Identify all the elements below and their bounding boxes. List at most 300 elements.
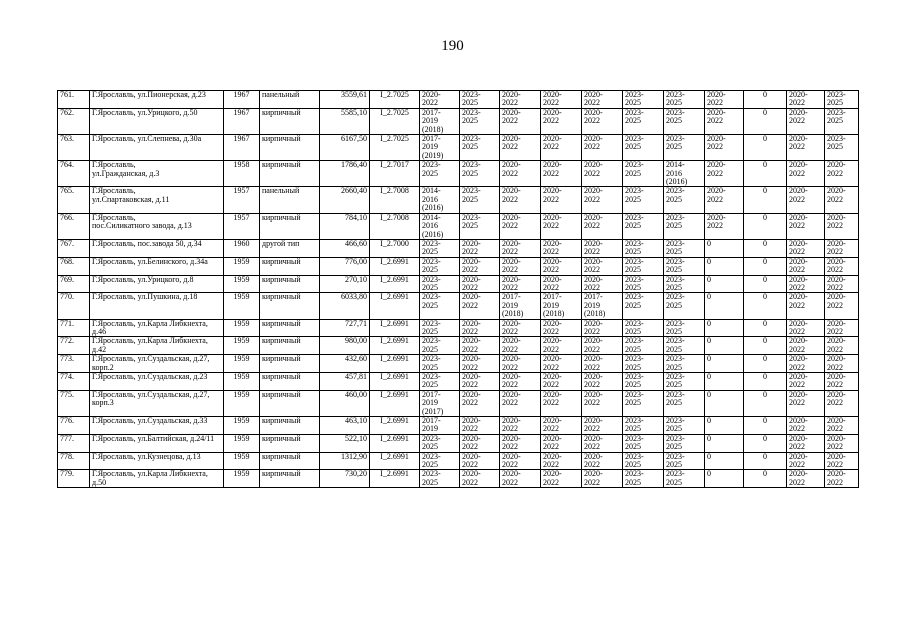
cell-term-11: 2020- 2022 <box>825 161 859 187</box>
cell-term-11: 2020- 2022 <box>825 257 859 275</box>
cell-code: I_2.6991 <box>370 470 420 488</box>
cell-term-6: 2023- 2025 <box>623 275 664 293</box>
cell-term-10: 2020- 2022 <box>787 161 825 187</box>
cell-term-11: 2020- 2022 <box>825 355 859 373</box>
cell-term-10: 2020- 2022 <box>787 337 825 355</box>
cell-term-2: 2020- 2022 <box>460 293 500 319</box>
cell-term-6: 2023- 2025 <box>623 135 664 161</box>
cell-wall-material: кирпичный <box>260 257 320 275</box>
cell-address: Г.Ярославль, ул.Карла Либкнехта, д.50 <box>90 470 224 488</box>
cell-term-9: 0 <box>744 293 787 319</box>
cell-code: I_2.6991 <box>370 257 420 275</box>
cell-term-5: 2020- 2022 <box>582 135 623 161</box>
cell-code: I_2.7025 <box>370 108 420 134</box>
table-row <box>58 337 859 355</box>
cell-term-2: 2023- 2025 <box>460 91 500 109</box>
cell-term-10: 2020- 2022 <box>787 275 825 293</box>
cell-address: Г.Ярославль, ул.Суздальская, д.27, корп.3 <box>90 390 224 416</box>
cell-term-8: 0 <box>705 337 744 355</box>
cell-term-5: 2017- 2019 (2018) <box>582 293 623 319</box>
cell-term-10: 2020- 2022 <box>787 319 825 337</box>
cell-term-2: 2020- 2022 <box>460 373 500 391</box>
cell-term-5: 2020- 2022 <box>582 187 623 213</box>
cell-wall-material: кирпичный <box>260 213 320 239</box>
cell-wall-material: кирпичный <box>260 390 320 416</box>
cell-term-8: 0 <box>705 319 744 337</box>
cell-term-5: 2020- 2022 <box>582 213 623 239</box>
cell-term-1: 2014- 2016 (2016) <box>420 187 460 213</box>
table-row <box>58 293 859 319</box>
cell-term-2: 2020- 2022 <box>460 355 500 373</box>
cell-term-6: 2023- 2025 <box>623 319 664 337</box>
cell-term-1: 2023- 2025 <box>420 373 460 391</box>
cell-year-built: 1959 <box>224 470 260 488</box>
cell-wall-material: кирпичный <box>260 293 320 319</box>
cell-term-5: 2020- 2022 <box>582 108 623 134</box>
cell-address: Г.Ярославль, ул.Кузнецова, д.13 <box>90 452 224 470</box>
cell-term-4: 2020- 2022 <box>541 373 582 391</box>
cell-term-2: 2023- 2025 <box>460 213 500 239</box>
cell-term-9: 0 <box>744 373 787 391</box>
cell-term-9: 0 <box>744 187 787 213</box>
cell-term-1: 2023- 2025 <box>420 337 460 355</box>
cell-address: Г.Ярославль, ул.Карла Либкнехта, д.46 <box>90 319 224 337</box>
cell-year-built: 1959 <box>224 417 260 435</box>
cell-term-10: 2020- 2022 <box>787 355 825 373</box>
cell-term-11: 2020- 2022 <box>825 319 859 337</box>
cell-code: I_2.7025 <box>370 91 420 109</box>
cell-term-1: 2023- 2025 <box>420 257 460 275</box>
cell-code: I_2.6991 <box>370 293 420 319</box>
cell-area: 3559,61 <box>320 91 370 109</box>
cell-area: 1312,90 <box>320 452 370 470</box>
cell-term-1: 2017- 2019 (2017) <box>420 390 460 416</box>
cell-term-10: 2020- 2022 <box>787 434 825 452</box>
cell-row-number: 770. <box>58 293 90 319</box>
cell-area: 457,81 <box>320 373 370 391</box>
cell-area: 432,60 <box>320 355 370 373</box>
cell-term-10: 2020- 2022 <box>787 91 825 109</box>
cell-row-number: 761. <box>58 91 90 109</box>
cell-term-10: 2020- 2022 <box>787 417 825 435</box>
cell-term-7: 2023- 2025 <box>664 187 705 213</box>
cell-address: Г.Ярославль, ул.Суздальская, д.23 <box>90 373 224 391</box>
table-row <box>58 161 859 187</box>
cell-term-10: 2020- 2022 <box>787 239 825 257</box>
cell-row-number: 775. <box>58 390 90 416</box>
cell-code: I_2.7000 <box>370 239 420 257</box>
cell-term-6: 2023- 2025 <box>623 390 664 416</box>
cell-wall-material: кирпичный <box>260 452 320 470</box>
cell-term-2: 2023- 2025 <box>460 135 500 161</box>
cell-term-11: 2020- 2022 <box>825 187 859 213</box>
table-row <box>58 355 859 373</box>
cell-code: I_2.6991 <box>370 275 420 293</box>
cell-term-6: 2023- 2025 <box>623 373 664 391</box>
table-row <box>58 470 859 488</box>
cell-row-number: 779. <box>58 470 90 488</box>
cell-term-11: 2023- 2025 <box>825 135 859 161</box>
page-number: 190 <box>441 38 464 54</box>
cell-term-9: 0 <box>744 319 787 337</box>
cell-year-built: 1959 <box>224 337 260 355</box>
cell-term-5: 2020- 2022 <box>582 373 623 391</box>
cell-term-6: 2023- 2025 <box>623 108 664 134</box>
cell-term-7: 2014- 2016 (2016) <box>664 161 705 187</box>
cell-term-1: 2017- 2019 (2018) <box>420 108 460 134</box>
table-row <box>58 135 859 161</box>
cell-wall-material: кирпичный <box>260 275 320 293</box>
cell-term-5: 2020- 2022 <box>582 319 623 337</box>
cell-term-6: 2023- 2025 <box>623 434 664 452</box>
cell-address: Г.Ярославль, ул.Пионерская, д.23 <box>90 91 224 109</box>
cell-row-number: 772. <box>58 337 90 355</box>
cell-area: 784,10 <box>320 213 370 239</box>
cell-term-11: 2020- 2022 <box>825 452 859 470</box>
cell-term-3: 2020- 2022 <box>500 470 541 488</box>
table-row <box>58 91 859 109</box>
cell-area: 270,10 <box>320 275 370 293</box>
cell-area: 6033,80 <box>320 293 370 319</box>
cell-year-built: 1960 <box>224 239 260 257</box>
cell-term-9: 0 <box>744 257 787 275</box>
cell-code: I_2.7017 <box>370 161 420 187</box>
cell-term-7: 2023- 2025 <box>664 239 705 257</box>
cell-term-10: 2020- 2022 <box>787 470 825 488</box>
cell-term-3: 2020- 2022 <box>500 135 541 161</box>
cell-term-3: 2020- 2022 <box>500 257 541 275</box>
cell-term-7: 2023- 2025 <box>664 355 705 373</box>
cell-term-11: 2020- 2022 <box>825 390 859 416</box>
cell-term-6: 2023- 2025 <box>623 257 664 275</box>
cell-term-5: 2020- 2022 <box>582 417 623 435</box>
cell-term-9: 0 <box>744 355 787 373</box>
cell-term-8: 2020- 2022 <box>705 135 744 161</box>
cell-term-6: 2023- 2025 <box>623 187 664 213</box>
cell-code: I_2.6991 <box>370 373 420 391</box>
cell-row-number: 776. <box>58 417 90 435</box>
cell-wall-material: кирпичный <box>260 373 320 391</box>
cell-term-3: 2020- 2022 <box>500 452 541 470</box>
cell-year-built: 1959 <box>224 373 260 391</box>
cell-term-1: 2023- 2025 <box>420 239 460 257</box>
cell-wall-material: другой тип <box>260 239 320 257</box>
cell-term-9: 0 <box>744 135 787 161</box>
cell-term-3: 2020- 2022 <box>500 355 541 373</box>
cell-term-1: 2023- 2025 <box>420 452 460 470</box>
housing-table <box>57 90 859 488</box>
cell-term-10: 2020- 2022 <box>787 135 825 161</box>
cell-address: Г.Ярославль, ул.Суздальская, д.33 <box>90 417 224 435</box>
cell-code: I_2.7008 <box>370 187 420 213</box>
cell-wall-material: кирпичный <box>260 434 320 452</box>
cell-row-number: 768. <box>58 257 90 275</box>
cell-term-5: 2020- 2022 <box>582 434 623 452</box>
cell-term-4: 2020- 2022 <box>541 187 582 213</box>
cell-row-number: 777. <box>58 434 90 452</box>
cell-code: I_2.6991 <box>370 319 420 337</box>
cell-term-7: 2023- 2025 <box>664 108 705 134</box>
cell-code: I_2.7008 <box>370 213 420 239</box>
cell-year-built: 1967 <box>224 135 260 161</box>
cell-term-3: 2020- 2022 <box>500 319 541 337</box>
cell-term-7: 2023- 2025 <box>664 91 705 109</box>
cell-term-2: 2020- 2022 <box>460 452 500 470</box>
cell-area: 1786,40 <box>320 161 370 187</box>
cell-term-7: 2023- 2025 <box>664 390 705 416</box>
cell-term-3: 2020- 2022 <box>500 239 541 257</box>
table-row <box>58 108 859 134</box>
cell-term-3: 2020- 2022 <box>500 108 541 134</box>
cell-term-10: 2020- 2022 <box>787 293 825 319</box>
cell-term-11: 2020- 2022 <box>825 434 859 452</box>
cell-term-3: 2020- 2022 <box>500 213 541 239</box>
cell-term-5: 2020- 2022 <box>582 257 623 275</box>
cell-term-9: 0 <box>744 434 787 452</box>
cell-term-5: 2020- 2022 <box>582 275 623 293</box>
cell-term-8: 0 <box>705 452 744 470</box>
cell-term-2: 2020- 2022 <box>460 390 500 416</box>
cell-term-5: 2020- 2022 <box>582 91 623 109</box>
cell-term-8: 0 <box>705 257 744 275</box>
table-row <box>58 213 859 239</box>
cell-term-4: 2020- 2022 <box>541 108 582 134</box>
cell-term-8: 0 <box>705 434 744 452</box>
cell-year-built: 1959 <box>224 355 260 373</box>
cell-term-6: 2023- 2025 <box>623 293 664 319</box>
cell-address: Г.Ярославль, ул.Карла Либкнехта, д.42 <box>90 337 224 355</box>
table-row <box>58 390 859 416</box>
cell-term-6: 2023- 2025 <box>623 161 664 187</box>
cell-term-1: 2023- 2025 <box>420 161 460 187</box>
cell-term-4: 2020- 2022 <box>541 257 582 275</box>
cell-term-9: 0 <box>744 275 787 293</box>
cell-year-built: 1959 <box>224 293 260 319</box>
cell-term-6: 2023- 2025 <box>623 239 664 257</box>
cell-term-6: 2023- 2025 <box>623 470 664 488</box>
cell-code: I_2.6991 <box>370 337 420 355</box>
cell-area: 460,00 <box>320 390 370 416</box>
cell-row-number: 764. <box>58 161 90 187</box>
cell-term-4: 2020- 2022 <box>541 417 582 435</box>
cell-area: 522,10 <box>320 434 370 452</box>
cell-term-2: 2020- 2022 <box>460 417 500 435</box>
cell-term-3: 2017- 2019 (2018) <box>500 293 541 319</box>
cell-term-2: 2023- 2025 <box>460 187 500 213</box>
cell-area: 466,60 <box>320 239 370 257</box>
cell-term-9: 0 <box>744 239 787 257</box>
cell-wall-material: кирпичный <box>260 319 320 337</box>
cell-year-built: 1959 <box>224 434 260 452</box>
cell-term-7: 2023- 2025 <box>664 470 705 488</box>
cell-term-4: 2020- 2022 <box>541 319 582 337</box>
cell-term-7: 2023- 2025 <box>664 293 705 319</box>
cell-wall-material: панельный <box>260 91 320 109</box>
cell-term-5: 2020- 2022 <box>582 390 623 416</box>
cell-code: I_2.6991 <box>370 355 420 373</box>
cell-term-11: 2023- 2025 <box>825 91 859 109</box>
cell-term-2: 2020- 2022 <box>460 319 500 337</box>
cell-term-7: 2023- 2025 <box>664 213 705 239</box>
table-row <box>58 275 859 293</box>
cell-term-3: 2020- 2022 <box>500 434 541 452</box>
cell-term-11: 2020- 2022 <box>825 470 859 488</box>
cell-term-7: 2023- 2025 <box>664 434 705 452</box>
cell-term-4: 2020- 2022 <box>541 135 582 161</box>
cell-term-10: 2020- 2022 <box>787 257 825 275</box>
cell-year-built: 1959 <box>224 319 260 337</box>
cell-row-number: 774. <box>58 373 90 391</box>
cell-term-1: 2023- 2025 <box>420 470 460 488</box>
cell-term-6: 2023- 2025 <box>623 417 664 435</box>
cell-area: 727,71 <box>320 319 370 337</box>
table-row <box>58 187 859 213</box>
cell-term-10: 2020- 2022 <box>787 390 825 416</box>
cell-term-6: 2023- 2025 <box>623 91 664 109</box>
cell-term-4: 2020- 2022 <box>541 239 582 257</box>
cell-term-11: 2023- 2025 <box>825 108 859 134</box>
cell-term-2: 2023- 2025 <box>460 161 500 187</box>
cell-address: Г.Ярославль, ул.Балтийская, д.24/11 <box>90 434 224 452</box>
table-row <box>58 452 859 470</box>
cell-term-5: 2020- 2022 <box>582 161 623 187</box>
cell-term-1: 2017- 2019 (2019) <box>420 135 460 161</box>
cell-term-5: 2020- 2022 <box>582 337 623 355</box>
cell-term-1: 2023- 2025 <box>420 355 460 373</box>
cell-term-3: 2020- 2022 <box>500 91 541 109</box>
cell-term-4: 2020- 2022 <box>541 452 582 470</box>
cell-code: I_2.6991 <box>370 390 420 416</box>
cell-term-3: 2020- 2022 <box>500 187 541 213</box>
table-row <box>58 257 859 275</box>
cell-term-4: 2020- 2022 <box>541 390 582 416</box>
cell-term-8: 0 <box>705 417 744 435</box>
cell-term-7: 2023- 2025 <box>664 452 705 470</box>
cell-term-2: 2020- 2022 <box>460 257 500 275</box>
cell-term-8: 2020- 2022 <box>705 108 744 134</box>
cell-year-built: 1959 <box>224 275 260 293</box>
cell-term-10: 2020- 2022 <box>787 373 825 391</box>
cell-area: 6167,50 <box>320 135 370 161</box>
cell-term-1: 2014- 2016 (2016) <box>420 213 460 239</box>
cell-address: Г.Ярославль, ул.Урицкого, д.8 <box>90 275 224 293</box>
cell-term-6: 2023- 2025 <box>623 213 664 239</box>
cell-term-8: 2020- 2022 <box>705 161 744 187</box>
cell-term-7: 2023- 2025 <box>664 319 705 337</box>
cell-code: I_2.6991 <box>370 434 420 452</box>
cell-year-built: 1959 <box>224 452 260 470</box>
cell-area: 980,00 <box>320 337 370 355</box>
cell-area: 730,20 <box>320 470 370 488</box>
cell-term-4: 2020- 2022 <box>541 470 582 488</box>
cell-term-6: 2023- 2025 <box>623 355 664 373</box>
cell-term-1: 2020- 2022 <box>420 91 460 109</box>
cell-year-built: 1958 <box>224 161 260 187</box>
cell-address: Г.Ярославль, ул.Слепнева, д.30а <box>90 135 224 161</box>
cell-term-1: 2017- 2019 <box>420 417 460 435</box>
cell-term-2: 2020- 2022 <box>460 434 500 452</box>
cell-wall-material: кирпичный <box>260 337 320 355</box>
cell-address: Г.Ярославль, ул.Гражданская, д.3 <box>90 161 224 187</box>
cell-term-1: 2023- 2025 <box>420 319 460 337</box>
cell-year-built: 1957 <box>224 213 260 239</box>
cell-term-8: 0 <box>705 293 744 319</box>
cell-term-9: 0 <box>744 470 787 488</box>
cell-year-built: 1967 <box>224 108 260 134</box>
cell-row-number: 765. <box>58 187 90 213</box>
cell-wall-material: кирпичный <box>260 417 320 435</box>
cell-term-10: 2020- 2022 <box>787 452 825 470</box>
cell-year-built: 1957 <box>224 187 260 213</box>
cell-term-7: 2023- 2025 <box>664 275 705 293</box>
cell-term-6: 2023- 2025 <box>623 452 664 470</box>
cell-term-8: 2020- 2022 <box>705 213 744 239</box>
cell-term-8: 0 <box>705 239 744 257</box>
cell-row-number: 773. <box>58 355 90 373</box>
cell-wall-material: кирпичный <box>260 135 320 161</box>
cell-term-11: 2020- 2022 <box>825 275 859 293</box>
cell-term-4: 2020- 2022 <box>541 213 582 239</box>
cell-term-10: 2020- 2022 <box>787 108 825 134</box>
cell-term-3: 2020- 2022 <box>500 417 541 435</box>
cell-term-8: 2020- 2022 <box>705 91 744 109</box>
cell-term-9: 0 <box>744 161 787 187</box>
cell-term-9: 0 <box>744 108 787 134</box>
cell-term-5: 2020- 2022 <box>582 470 623 488</box>
cell-term-5: 2020- 2022 <box>582 239 623 257</box>
table-body <box>58 91 859 488</box>
cell-term-11: 2020- 2022 <box>825 417 859 435</box>
cell-term-4: 2020- 2022 <box>541 337 582 355</box>
cell-term-9: 0 <box>744 213 787 239</box>
cell-row-number: 771. <box>58 319 90 337</box>
cell-term-7: 2023- 2025 <box>664 373 705 391</box>
cell-address: Г.Ярославль, ул.Суздальская, д.27, корп.2 <box>90 355 224 373</box>
cell-term-2: 2023- 2025 <box>460 108 500 134</box>
cell-term-8: 0 <box>705 355 744 373</box>
cell-term-5: 2020- 2022 <box>582 452 623 470</box>
cell-address: Г.Ярославль, ул.Пушкина, д.18 <box>90 293 224 319</box>
cell-term-3: 2020- 2022 <box>500 373 541 391</box>
cell-term-11: 2020- 2022 <box>825 239 859 257</box>
cell-term-9: 0 <box>744 91 787 109</box>
cell-area: 5585,10 <box>320 108 370 134</box>
cell-term-2: 2020- 2022 <box>460 239 500 257</box>
cell-term-7: 2023- 2025 <box>664 337 705 355</box>
cell-term-10: 2020- 2022 <box>787 187 825 213</box>
cell-term-1: 2023- 2025 <box>420 275 460 293</box>
table-row <box>58 434 859 452</box>
cell-term-9: 0 <box>744 452 787 470</box>
cell-address: Г.Ярославль, пос.Силикатного завода, д.13 <box>90 213 224 239</box>
cell-address: Г.Ярославль, ул.Белинского, д.34а <box>90 257 224 275</box>
cell-row-number: 769. <box>58 275 90 293</box>
cell-term-7: 2023- 2025 <box>664 135 705 161</box>
cell-term-7: 2023- 2025 <box>664 257 705 275</box>
cell-area: 463,10 <box>320 417 370 435</box>
cell-term-4: 2020- 2022 <box>541 434 582 452</box>
cell-term-3: 2020- 2022 <box>500 161 541 187</box>
cell-row-number: 767. <box>58 239 90 257</box>
table-row <box>58 373 859 391</box>
cell-term-8: 0 <box>705 470 744 488</box>
cell-term-9: 0 <box>744 337 787 355</box>
cell-term-8: 0 <box>705 275 744 293</box>
cell-row-number: 778. <box>58 452 90 470</box>
cell-term-7: 2023- 2025 <box>664 417 705 435</box>
cell-wall-material: кирпичный <box>260 108 320 134</box>
cell-term-4: 2017- 2019 (2018) <box>541 293 582 319</box>
